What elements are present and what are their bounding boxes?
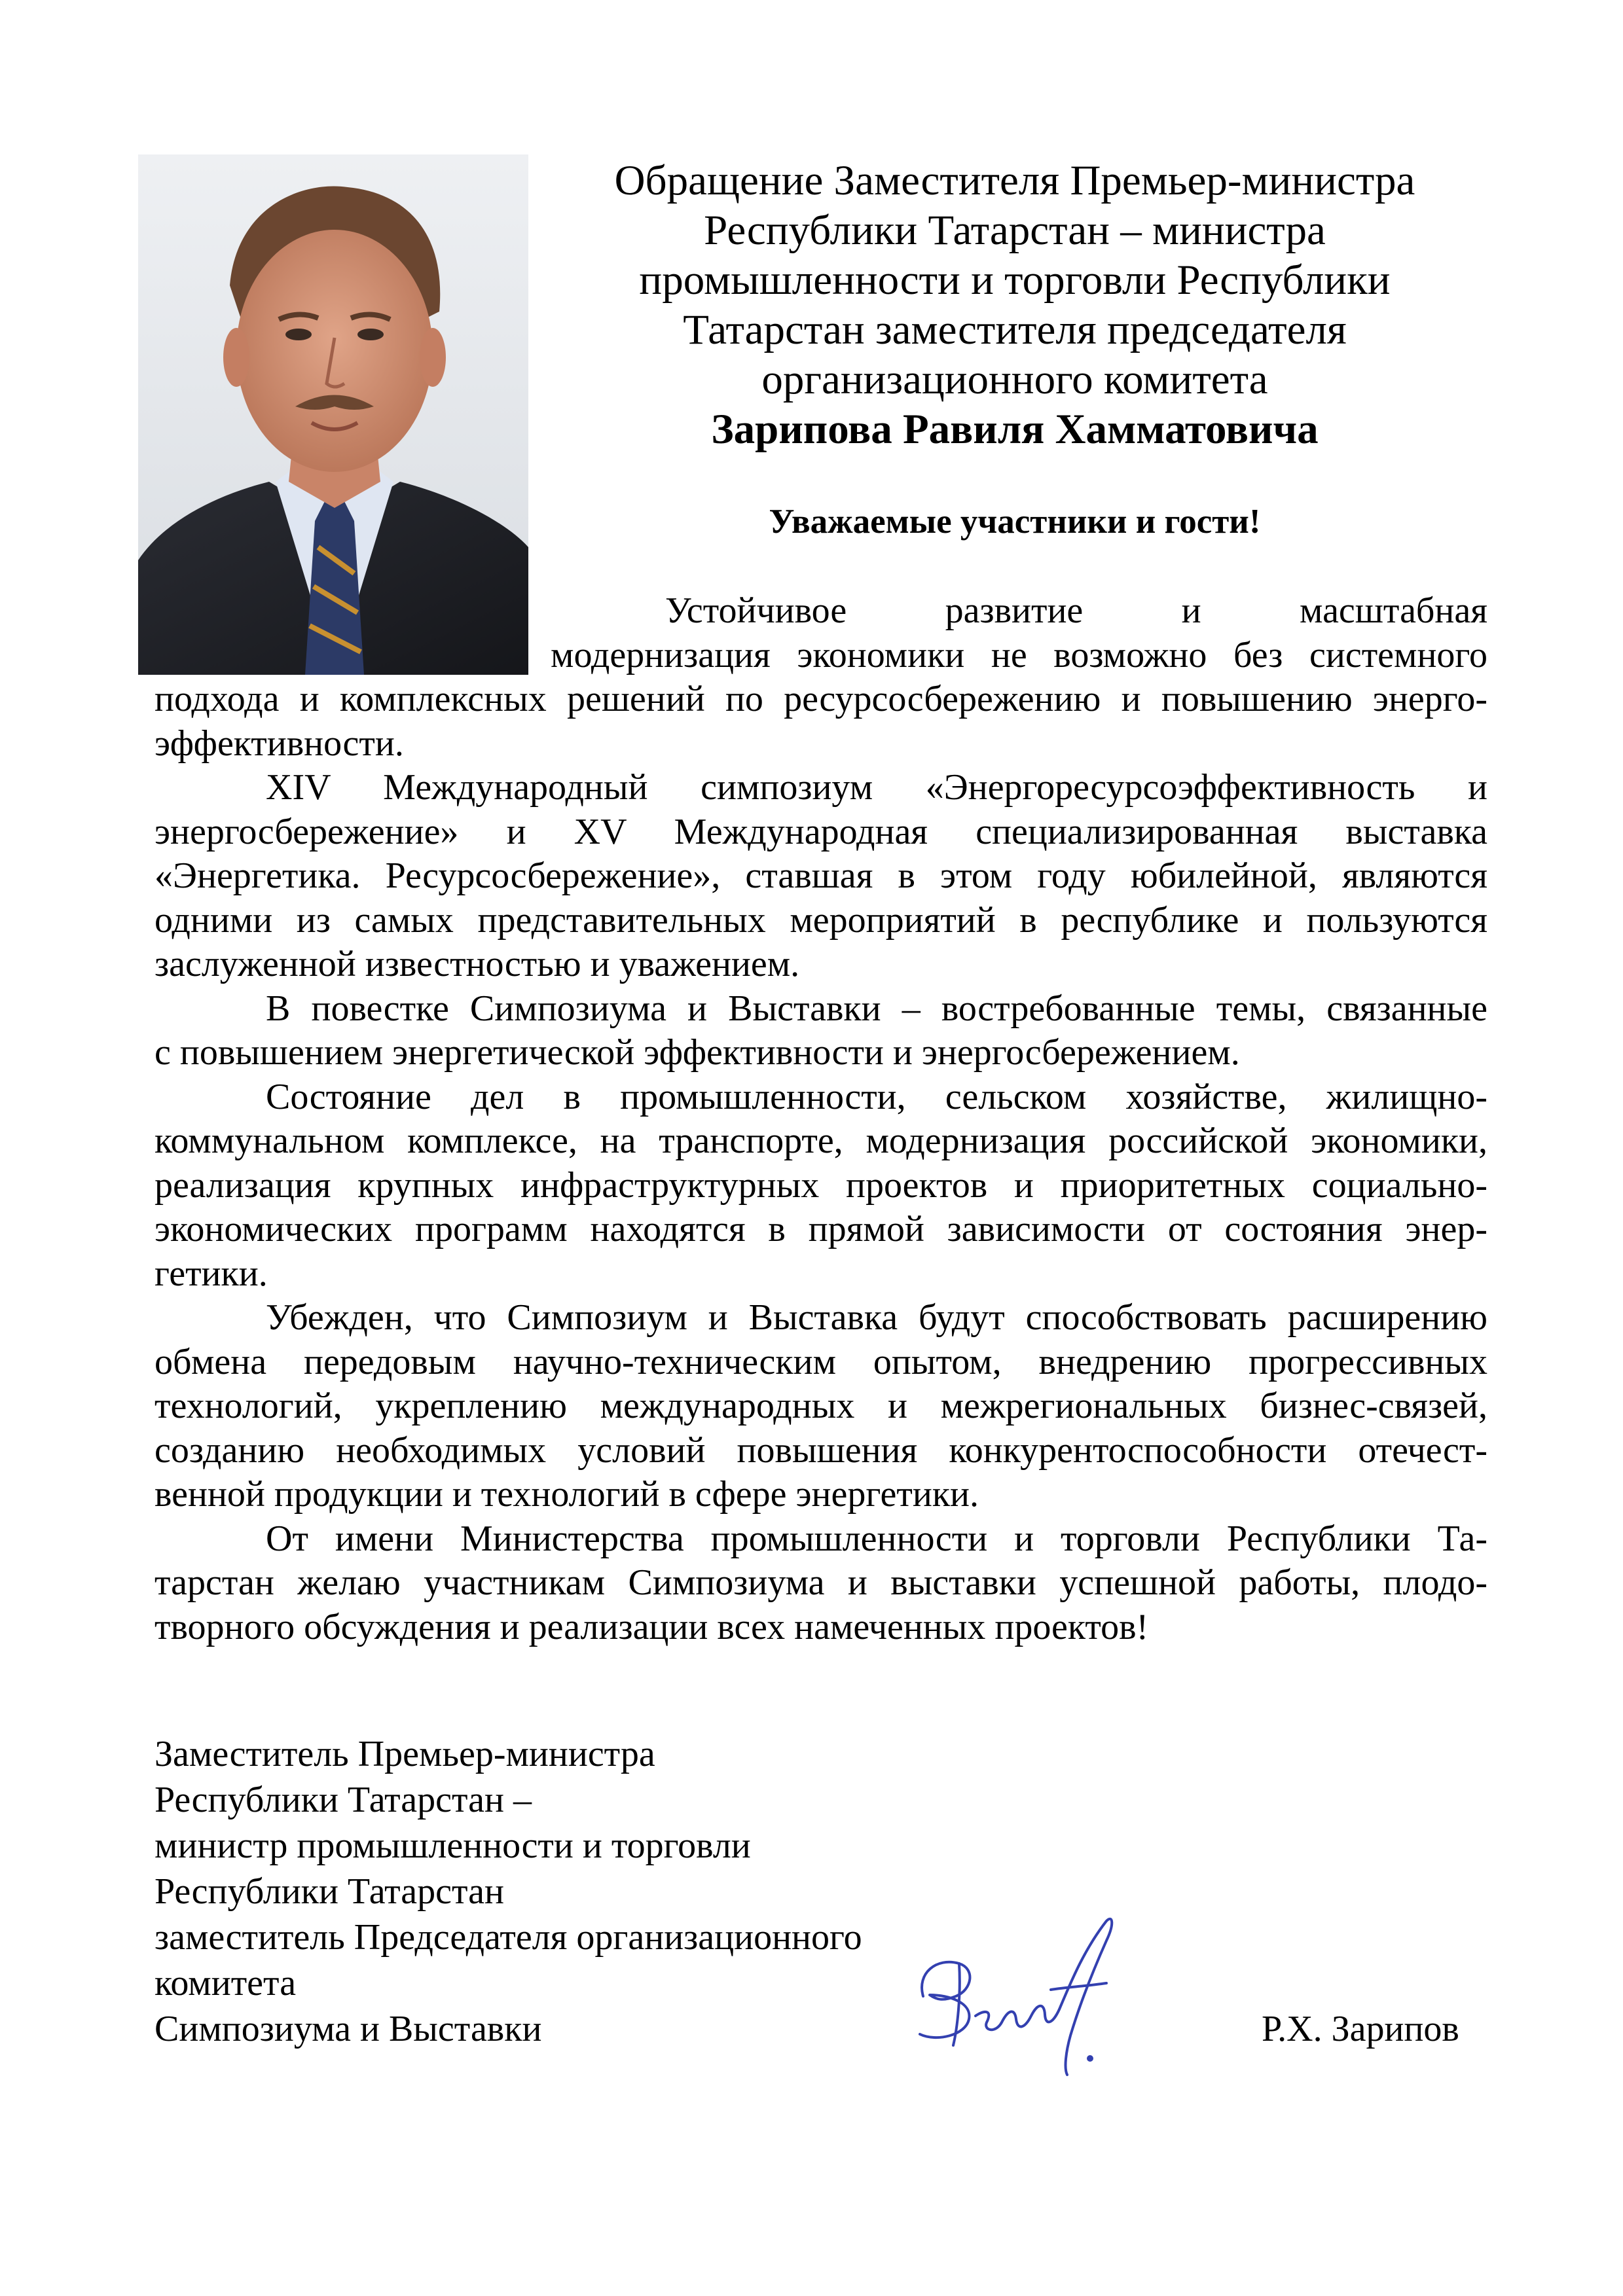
greeting: Уважаемые участники и гости! [769,503,1261,541]
title-line: Татарстан заместителя председателя [683,306,1347,353]
body-line: коммунальном комплексе, на транспорте, модернизация российской экономики, [155,1121,1487,1161]
body-line: эффективности. [155,723,404,764]
body-line: Убежден, что Симпозиум и Выставка будут способствовать расширению [266,1297,1487,1338]
body-line: заслуженной известностью и уважением. [155,944,800,984]
body-line: технологий, укреплению международных и межрегиональных бизнес-связей, [155,1386,1487,1426]
title-line: организационного комитета [761,356,1268,403]
signatory-title-line: Заместитель Премьер-министра [155,1734,655,1774]
handwritten-signature-icon [910,1911,1139,2081]
body-line: От имени Министерства промышленности и торговли Республики Та- [266,1518,1487,1559]
body-line: реализация крупных инфраструктурных проектов и приоритетных социально- [155,1164,1487,1206]
title-line: Республики Татарстан – министра [704,207,1326,254]
signatory-title-line: министр промышленности и торговли [155,1825,751,1866]
signatory-title-line: заместитель Председателя организационного [155,1917,862,1958]
signer-name: Р.Х. Зарипов [1262,2009,1459,2049]
body-line: созданию необходимых условий повышения конкурентоспособности отечест- [155,1429,1487,1471]
body-line: XIV Международный симпозиум «Энергоресурсоэффективность и [266,767,1487,808]
body-line: В повестке Симпозиума и Выставки – востребованные темы, связанные [266,988,1487,1029]
body-line: подхода и комплексных решений по ресурсосбережению и повышению энерго- [155,679,1487,719]
body-line: экономических программ находятся в прямой зависимости от состояния энер- [155,1209,1487,1249]
body-line: модернизация экономики не возможно без системного [551,634,1487,675]
title-line: промышленности и торговли Республики [639,257,1391,304]
body-line: творного обсуждения и реализации всех намеченных проектов! [155,1606,1149,1647]
signatory-title-line: комитета [155,1963,297,2003]
signatory-title-line: Республики Татарстан – [155,1780,532,1820]
body-line: тарстан желаю участникам Симпозиума и выставки успешной работы, плодо- [155,1562,1487,1603]
body-line: энергосбережение» и XV Международная специализированная выставка [155,811,1487,852]
signatory-title-line: Республики Татарстан [155,1871,504,1912]
body-line: «Энергетика. Ресурсосбережение», ставшая в этом году юбилейной, являются [155,855,1487,896]
body-line: Состояние дел в промышленности, сельском хозяйстве, жилищно- [266,1076,1487,1117]
body-line: обмена передовым научно-техническим опытом, внедрению прогрессивных [155,1341,1487,1382]
title-line: Обращение Заместителя Премьер-министра [614,157,1415,204]
address-title [524,156,1506,454]
letter-body [155,589,1487,1649]
body-line: с повышением энергетической эффективности и энергосбережением. [155,1032,1240,1073]
author-name: Зарипова Равиля Хамматовича [711,406,1319,453]
body-line: гетики. [155,1253,268,1294]
body-line: Устойчивое развитие и масштабная [665,590,1487,631]
signatory-title-line: Симпозиума и Выставки [155,2009,542,2049]
body-line: венной продукции и технологий в сфере энергетики. [155,1474,979,1515]
signatory-title [155,1731,862,2052]
body-line: одними из самых представительных мероприятий в республике и пользуются [155,899,1487,941]
